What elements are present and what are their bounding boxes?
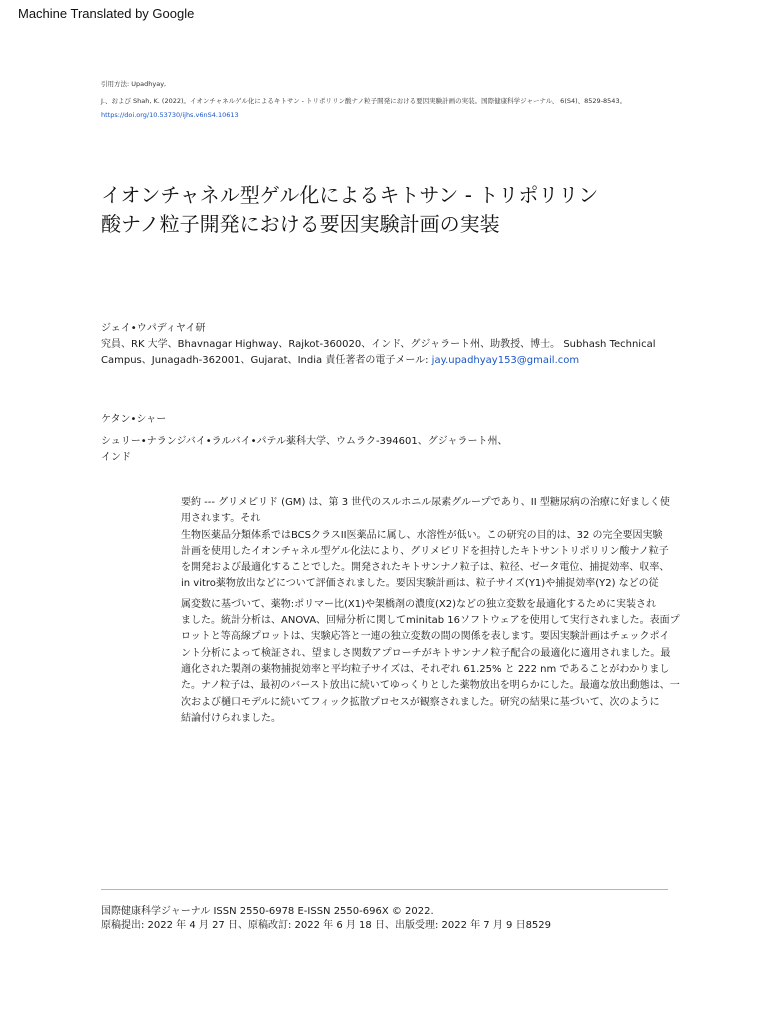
author-2-affiliation-line-1: シュリー•ナランジバイ•ラルバイ•パテル薬科大学、ウムラク-394601、グジャラート州、	[101, 436, 508, 447]
citation-line-1: 引用方法: Upadhyay,	[101, 80, 167, 88]
abstract-line: 属変数に基づいて、薬物:ポリマー比(X1)や架橋剤の濃度(X2)などの独立変数を最適化するために実装され	[181, 598, 656, 610]
author-1-name: ジェイ•ウパディヤイ研	[101, 323, 206, 334]
abstract-line: 生物医薬品分類体系ではBCSクラスII医薬品に属し、水溶性が低い。この研究の目的は、32 の完全要因実験	[181, 529, 663, 541]
abstract-line: ント分析によって検証され、望ましさ関数アプローチがキトサンナノ粒子配合の最適化に適用されました。最	[181, 647, 671, 659]
author-1-affiliation-line-1: 究員、RK 大学、Bhavnagar Highway、Rajkot-360020、インド、グジャラート州、助教授、博士。 Subhash Technical	[101, 339, 656, 350]
abstract-line: を開発および最適化することでした。開発されたキトサンナノ粒子は、粒径、ゼータ電位、捕捉効率、収率、	[181, 562, 670, 574]
paper-title-line-2: 酸ナノ粒子開発における要因実験計画の実装	[101, 212, 500, 236]
abstract-line: 結論付けられました。	[181, 712, 281, 724]
abstract-line: ました。統計分析は、ANOVA、回帰分析に関してminitab 16ソフトウェアを使用して実行されました。表面プ	[181, 615, 680, 627]
abstract-line: 要約 --- グリメピリド (GM) は、第 3 世代のスルホニル尿素グループであり、II 型糖尿病の治療に好ましく使	[181, 497, 670, 508]
abstract	[181, 495, 680, 727]
doi-link[interactable]: https://doi.org/10.53730/ijhs.v6nS4.10613	[101, 111, 239, 119]
paper-title	[101, 181, 661, 239]
journal-footer	[101, 905, 551, 933]
abstract-line: ロットと等高線プロットは、実験応答と一連の独立変数の間の関係を表します。要因実験計画はチェックポイ	[181, 631, 670, 643]
abstract-line: 計画を使用したイオンチャネル型ゲル化法により、グリメピリドを担持したキトサントリポリリン酸ナノ粒子	[181, 545, 669, 557]
citation-line-2: J.、および Shah, K. (2022)。イオンチャネルゲル化によるキトサン - トリポリリン酸ナノ粒子開発における要因実験計画の実装。国際健康科学ジャーナル、 6(S4)、8529-8543。	[101, 97, 627, 105]
footer-journal-line: 国際健康科学ジャーナル ISSN 2550-6978 E-ISSN 2550-696X © 2022.	[101, 906, 434, 917]
abstract-line: 適化された製剤の薬物捕捉効率と平均粒子サイズは、それぞれ 61.25% と 222 nm であることがわかりまし	[181, 663, 670, 675]
author-1-affiliation-prefix: Campus、Junagadh-362001、Gujarat、India 責任著者の電子メール:	[101, 355, 432, 366]
machine-translation-banner: Machine Translated by Google	[18, 6, 195, 21]
footer-divider	[101, 889, 668, 890]
footer-dates-line: 原稿提出: 2022 年 4 月 27 日、原稿改訂: 2022 年 6 月 18 日、出版受理: 2022 年 7 月 9 日8529	[101, 920, 552, 931]
author-1-block	[101, 321, 655, 369]
abstract-line: た。ナノ粒子は、最初のバースト放出に続いてゆっくりとした薬物放出を明らかにした。最適な放出動態は、一	[181, 680, 680, 692]
abstract-line: 用されます。それ	[181, 513, 261, 525]
corresponding-email-link[interactable]: jay.upadhyay153@gmail.com	[431, 355, 580, 366]
author-2-affiliation-line-2: インド	[101, 452, 131, 463]
author-2-block	[101, 412, 508, 466]
author-1-affiliation-line-2	[101, 353, 655, 369]
abstract-line: 次および樋口モデルに続いてフィック拡散プロセスが観察されました。研究の結果に基づいて、次のように	[181, 696, 660, 708]
abstract-line: in vitro薬物放出などについて評価されました。要因実験計画は、粒子サイズ(Y1)や捕捉効率(Y2) などの従	[181, 578, 659, 590]
author-2-name: ケタン•シャー	[101, 414, 167, 425]
paper-title-line-1: イオンチャネル型ゲル化によるキトサン - トリポリリン	[101, 183, 599, 207]
